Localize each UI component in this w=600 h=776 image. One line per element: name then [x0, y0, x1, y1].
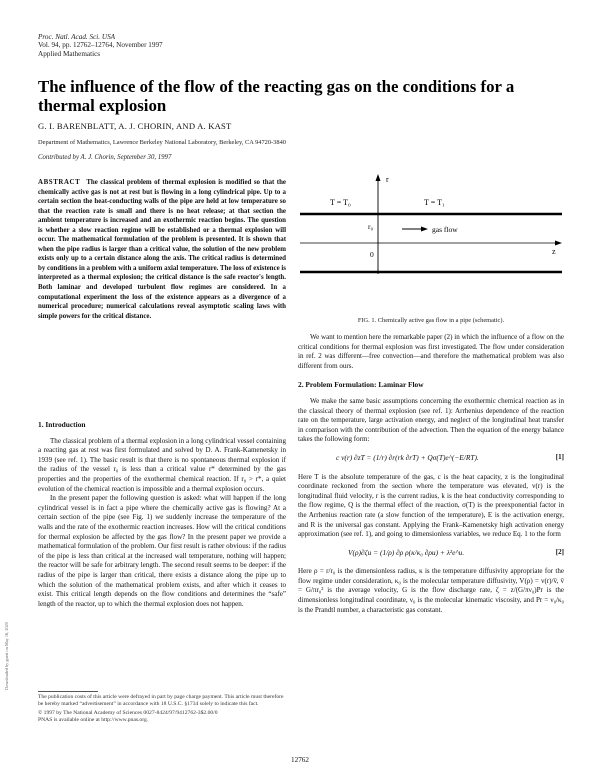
right-paragraph-2: We make the same basic assumptions concerning the exothermic chemical reaction as in the classical theory of thermal explosion (see ref. 1): Arrhenius dependence of the reaction rate on the temperature, large activation energy, and neglect of the longitudinal heat transfer in comparison with the contribution of the advection. Then the equation of the energy balance takes the following form:: [298, 396, 564, 444]
abstract-text: The classical problem of thermal explosion is modified so that the chemically active gas is not at rest but is flowing in a long cylindrical pipe. Up to a certain section the heat-conducting walls of the pipe are held at low temperature so that the reaction rate is small and there is no heat release; at that section the ambient temperature is increased and an exothermic reaction begins. The question is whether a slow reaction regime will be established or a thermal explosion will occur. The mathematical formulation of the problem is presented. It is shown that when the pipe radius is larger than a critical value, the solution of the new problem exists only up to a certain distance along the axis. The critical radius is determined by conditions in a problem with a uniform axial temperature. The loss of existence is interpreted as a thermal explosion; the critical distance is the safe reactor's length. Both laminar and developed turbulent flow regimes are considered. In a computational experiment the loss of the existence appears as a divergence of a numerical procedure; numerical calculations reveal asymptotic scaling laws with simple powers for the critical distance.: [38, 179, 286, 320]
pipe-flow-diagram: [300, 172, 562, 317]
figure-1-schematic: [300, 172, 562, 317]
equation-2-number: [2]: [555, 547, 564, 556]
equation-2-row: [298, 548, 564, 558]
r-axis-label: r: [386, 175, 389, 184]
page-number: 12762: [291, 756, 309, 764]
paper-affiliation: Department of Mathematics, Lawrence Berkeley National Laboratory, Berkeley, CA 94720-3840: [38, 139, 286, 146]
footnote-online: PNAS is available online at http://www.pnas.org.: [38, 717, 149, 723]
journal-section: Applied Mathematics: [38, 49, 101, 58]
gas-flow-label: gas flow: [432, 225, 458, 234]
figure-1-caption: FIG. 1. Chemically active gas flow in a pipe (schematic).: [357, 317, 505, 324]
abstract-label: ABSTRACT: [38, 179, 81, 186]
problem-formulation-heading: 2. Problem Formulation: Laminar Flow: [298, 380, 424, 390]
journal-header: [38, 33, 163, 58]
footnote-block: [38, 694, 286, 724]
radius-r0-label: r₀: [368, 222, 374, 231]
journal-volume: Vol. 94, pp. 12762–12764, November 1997: [38, 41, 163, 50]
right-paragraph-4: Here ρ = r/r₀ is the dimensionless radius, κ is the temperature diffusivity appropriate for the flow regime under consideration, κ₀ is the molecular temperature diffusivity, V(ρ) = v(r)/v̄, v̄ = G/πr₀² is the average velocity, G is the flow discharge rate, ζ = z/(G/πν₀)Pr is the dimensionless longitudinal coordinate, ν₀ is the molecular kinematic viscosity, and Pr = ν₀/κ₀ is the Prandtl number, a characteristic gas constant.: [298, 567, 564, 614]
download-sidenote: Downloaded by guest on May 16, 2020: [4, 622, 9, 690]
footnote-costs: The publication costs of this article were defrayed in part by page charge payment. This article must therefore be hereby marked “advertisement” in accordance with 18 U.S.C. §1734 solely to indicate this fact.: [38, 694, 284, 707]
right-column: [298, 333, 564, 615]
paper-authors: G. I. BARENBLATT, A. J. CHORIN, AND A. KAST: [38, 121, 232, 131]
right-paragraph-3: Here T is the absolute temperature of the gas, c is the heat capacity, z is the longitudinal coordinate reckoned from the section where the temperature was elevated, v(r) is the longitudinal fluid velocity, r is the current radius, k is the heat conductivity corresponding to the flow regime, Q is the thermal effect of the reaction, σ(T) is the preexponential factor in the Arrhenius reaction rate (a slow function of the temperature), E is the activation energy, and R is the universal gas constant. Applying the Frank–Kamenetsky high activation energy approximation (see ref. 1), and going to dimensionless variables, we reduce Eq. 1 to the form: [298, 472, 564, 539]
journal-name: Proc. Natl. Acad. Sci. USA: [38, 33, 116, 41]
equation-2: V(ρ)∂ζu = (1/ρ) ∂ρ ρ(κ/κ₀ ∂ρu) + λ²e^u.: [348, 547, 465, 557]
intro-paragraph-1: The classical problem of a thermal explosion in a long cylindrical vessel containing a reacting gas at rest was first formulated and solved by D. A. Frank-Kamenetsky in 1939 (see ref. 1). The basic result is that there is no spontaneous thermal explosion if the radius of the vessel r₀ is less than a critical value r* determined by the gas properties and the properties of the exothermal chemical reaction. If r₀ > r*, a quiet evolution of the chemical reaction is impossible and a thermal explosion occurs.: [38, 436, 286, 493]
temperature-t0-label: T = T₀: [330, 198, 351, 207]
equation-1-number: [1]: [555, 452, 564, 461]
abstract-block: [38, 178, 286, 321]
gas-flow-arrow-head: [421, 227, 428, 232]
contributed-by: Contributed by A. J. Chorin, September 30, 1997: [38, 154, 172, 161]
footnote-copyright: © 1997 by The National Academy of Sciences 0027-8424/97/9412762-3$2.00/0: [38, 710, 218, 716]
footnote-rule: [38, 691, 98, 692]
equation-1-row: [298, 453, 564, 463]
r-axis-arrow: [376, 174, 381, 181]
equation-1: c v(r) ∂zT = (1/r) ∂r(rk ∂rT) + Qσ(T)e^(−E/RT).: [336, 452, 479, 462]
introduction-section: [38, 420, 286, 609]
z-axis-label: z: [552, 247, 556, 256]
right-paragraph-1: We want to mention here the remarkable paper (2) in which the influence of a flow on the critical conditions for thermal explosion was first investigated. The flow under consideration in ref. 2 was different—free convection—and therefore the mathematical problem was also different from ours.: [298, 333, 564, 370]
origin-zero-label: 0: [370, 250, 374, 259]
paper-title: The influence of the flow of the reacting gas on the conditions for a thermal explosion: [38, 77, 515, 115]
intro-heading: 1. Introduction: [38, 420, 86, 429]
intro-paragraph-2: In the present paper the following question is asked: what will happen if the long cylindrical vessel is in fact a pipe where the chemically active gas is flowing? At a certain section of the pipe (see Fig. 1) we suddenly increase the temperature of the walls and the rate of the exothermic reaction increases. How will the critical conditions for thermal explosion be affected by the gas flow? In the present paper we provide a mathematical formulation of the problem. Our first result is rather obvious: if the radius of the pipe is less than critical at the increased wall temperature, nothing will happen; the reactor will be safe for arbitrary length. The second result seems to be deeper: if the radius of the pipe is larger than critical, there exists a distance along the pipe up to which the solution of the mathematical problem exists, and after which it ceases to exist. This critical length depends on the flow conditions and determines the “safe” length of the reactor, up to which the thermal explosion does not happen.: [38, 494, 286, 608]
temperature-t1-label: T = T₁: [424, 198, 445, 207]
z-axis-arrow: [555, 241, 562, 246]
